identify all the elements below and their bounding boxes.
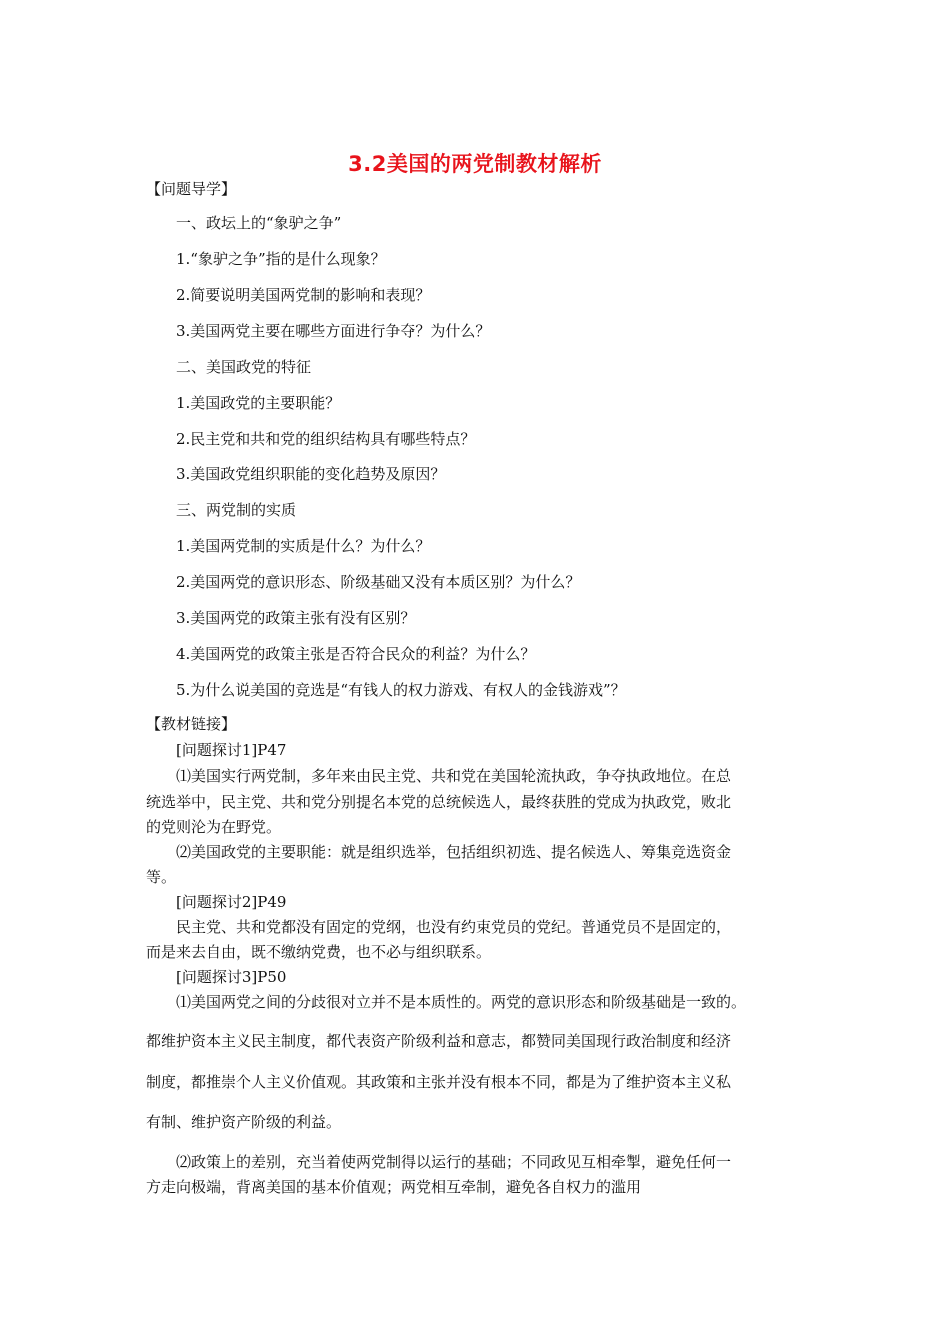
subheading: [问题探讨1]P47 <box>176 741 287 759</box>
guide-item: 5.为什么说美国的竞选是“有钱人的权力游戏、有权人的金钱游戏”？ <box>176 681 626 699</box>
guide-item: 1.美国政党的主要职能？ <box>176 394 341 412</box>
guide-item: 三、两党制的实质 <box>176 501 297 519</box>
paragraph-line: 等。 <box>146 868 177 886</box>
paragraph-line: ⑴美国两党之间的分歧很对立并不是本质性的。两党的意识形态和阶级基础是一致的。 <box>176 993 747 1011</box>
paragraph-line: ⑵美国政党的主要职能：就是组织选举，包括组织初选、提名候选人、筹集竞选资金 <box>176 843 732 861</box>
guide-item: 3.美国政党组织职能的变化趋势及原因？ <box>176 465 446 483</box>
guide-item: 2.简要说明美国两党制的影响和表现？ <box>176 286 431 304</box>
section-header-links: 【教材链接】 <box>146 715 237 733</box>
paragraph-line: 制度，都推崇个人主义价值观。其政策和主张并没有根本不同，都是为了维护资本主义私 <box>146 1073 732 1091</box>
guide-item: 3.美国两党主要在哪些方面进行争夺？为什么？ <box>176 322 491 340</box>
paragraph-line: ⑴美国实行两党制，多年来由民主党、共和党在美国轮流执政，争夺执政地位。在总 <box>176 767 732 785</box>
paragraph-line: 有制、维护资产阶级的利益。 <box>146 1113 342 1131</box>
subheading: [问题探讨2]P49 <box>176 893 287 911</box>
paragraph-line: 的党则沦为在野党。 <box>146 818 282 836</box>
paragraph-line: 民主党、共和党都没有固定的党纲，也没有约束党员的党纪。普通党员不是固定的， <box>176 918 732 936</box>
guide-item: 1.美国两党制的实质是什么？为什么？ <box>176 537 431 555</box>
paragraph-line: 都维护资本主义民主制度，都代表资产阶级利益和意志，都赞同美国现行政治制度和经济 <box>146 1032 732 1050</box>
section-header-guide: 【问题导学】 <box>146 180 237 198</box>
document-title: 3.2美国的两党制教材解析 <box>348 152 602 176</box>
guide-item: 1.“象驴之争”指的是什么现象？ <box>176 250 386 268</box>
subheading: [问题探讨3]P50 <box>176 968 287 986</box>
paragraph-line: 方走向极端，背离美国的基本价值观；两党相互牵制，避免各自权力的滥用 <box>146 1178 642 1196</box>
guide-item: 2.美国两党的意识形态、阶级基础又没有本质区别？为什么？ <box>176 573 581 591</box>
guide-item: 4.美国两党的政策主张是否符合民众的利益？为什么？ <box>176 645 536 663</box>
guide-item: 2.民主党和共和党的组织结构具有哪些特点？ <box>176 430 476 448</box>
guide-item: 3.美国两党的政策主张有没有区别？ <box>176 609 416 627</box>
guide-item: 二、美国政党的特征 <box>176 358 312 376</box>
paragraph-line: 统选举中，民主党、共和党分别提名本党的总统候选人，最终获胜的党成为执政党，败北 <box>146 793 732 811</box>
paragraph-line: ⑵政策上的差别，充当着使两党制得以运行的基础；不同政见互相牵掣，避免任何一 <box>176 1153 732 1171</box>
paragraph-line: 而是来去自由，既不缴纳党费，也不必与组织联系。 <box>146 943 492 961</box>
guide-item: 一、政坛上的“象驴之争” <box>176 214 342 232</box>
